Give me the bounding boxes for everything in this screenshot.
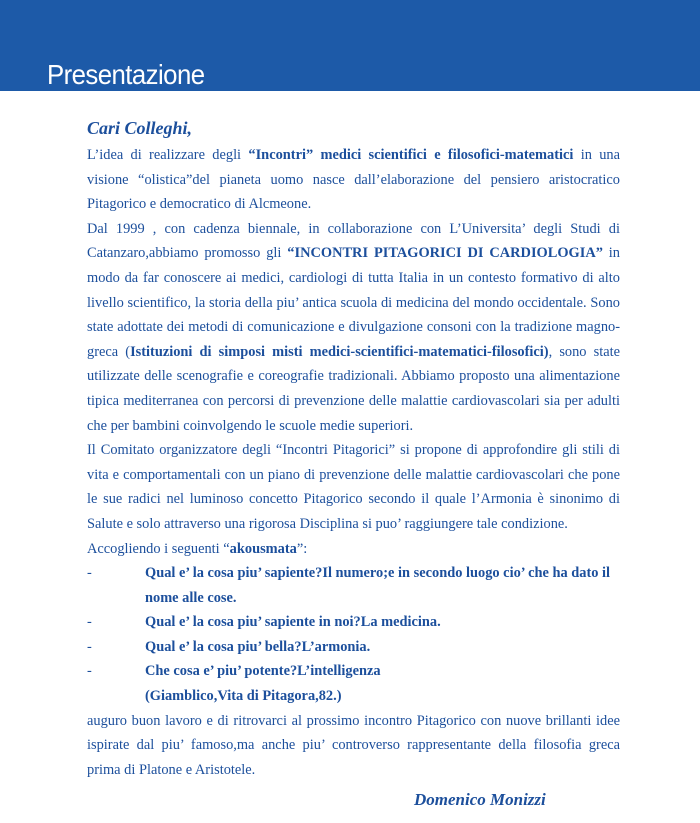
akousmata-intro-bold: akousmata <box>229 540 297 557</box>
paragraph-committee: Il Comitato organizzatore degli “Incontri Pitagorici” si propone di approfondire gli stili di vita e comportamentali con un piano di prevenzione delle malattie cardiovascolari che pone le sue radici nel luminoso concetto Pitagorico secondo il quale l’Armonia è sinonimo di Salute e solo attraverso una rigorosa Disciplina si puo’ raggiungere tale condizione. <box>87 442 620 532</box>
history-text-pre: Dal 1999 , con cadenza biennale, in collaborazione con L’Universita’ degli Studi di Catanzaro,abbiamo promosso gli <box>87 220 620 262</box>
list-dash: - <box>87 565 92 582</box>
paragraph-closing: auguro buon lavoro e di ritrovarci al prossimo incontro Pitagorico con nuove brillanti idee ispirate dal piu’ famoso,ma anche piu’ controverso rappresentante della filosofia greca prima di Platone e Aristotele. <box>87 712 620 778</box>
history-text-bold: “INCONTRI PITAGORICI DI CARDIOLOGIA” <box>287 245 603 262</box>
history-text-mid: in modo da far conoscere ai medici, cardiologi di tutta Italia in un contesto formativo di alto livello scientifico, la storia della piu’ antica scuola di medicina del mondo occidentale. Sono state adottate dei metodi di comunicazione e divulgazione consoni con la tradizione magno-greca ( <box>87 245 620 360</box>
list-item <box>87 659 620 684</box>
page-title: Presentazione <box>47 58 205 90</box>
paragraph-akousmata-intro <box>87 537 620 562</box>
list-item-text: Qual e’ la cosa piu’ bella?L’armonia. <box>145 638 371 655</box>
intro-text-bold: “Incontri” medici scientifici e filosofici-matematici <box>248 147 574 163</box>
intro-text-post: in una visione “olistica”del pianeta uomo nasce dall’elaborazione del pensiero aristocratico Pitagorico e democratico di Alcmeone. <box>87 147 621 213</box>
list-item-text: Qual e’ la cosa piu’ sapiente?Il numero;e in secondo luogo cio’ che ha dato il nome alle cose. <box>145 565 611 606</box>
list-item-text: Che cosa e’ piu’ potente?L’intelligenza <box>145 663 381 680</box>
list-dash: - <box>87 614 92 631</box>
paragraph-history <box>87 217 620 438</box>
citation: (Giamblico,Vita di Pitagora,82.) <box>145 688 342 705</box>
list-item <box>87 635 620 660</box>
paragraph-intro <box>87 143 620 217</box>
akousmata-intro-post: ”: <box>296 540 308 557</box>
intro-text-pre: L’idea di realizzare degli <box>87 147 249 163</box>
list-item <box>87 561 620 610</box>
salutation: Cari Colleghi, <box>87 118 193 138</box>
history-text-post: , sono state utilizzate delle scenografie e coreografie tradizionali. Abbiamo proposto una alimentazione tipica mediterranea con percorsi di prevenzione delle malattie cardiovascolari sia per adulti che per bambini coinvolgendo le scuole medie superiori. <box>87 343 620 434</box>
letter-body <box>87 116 620 782</box>
header-banner <box>0 0 700 91</box>
history-text-bold2: Istituzioni di simposi misti medici-scientifici-matematici-filosofici) <box>130 343 549 360</box>
akousmata-intro-pre: Accogliendo i seguenti “ <box>87 540 230 557</box>
list-item-text: Qual e’ la cosa piu’ sapiente in noi?La medicina. <box>145 614 441 631</box>
list-dash: - <box>87 638 92 655</box>
signature: Domenico Monizzi <box>414 790 546 809</box>
akousmata-list <box>87 561 620 684</box>
list-dash: - <box>87 663 92 680</box>
list-item <box>87 610 620 635</box>
